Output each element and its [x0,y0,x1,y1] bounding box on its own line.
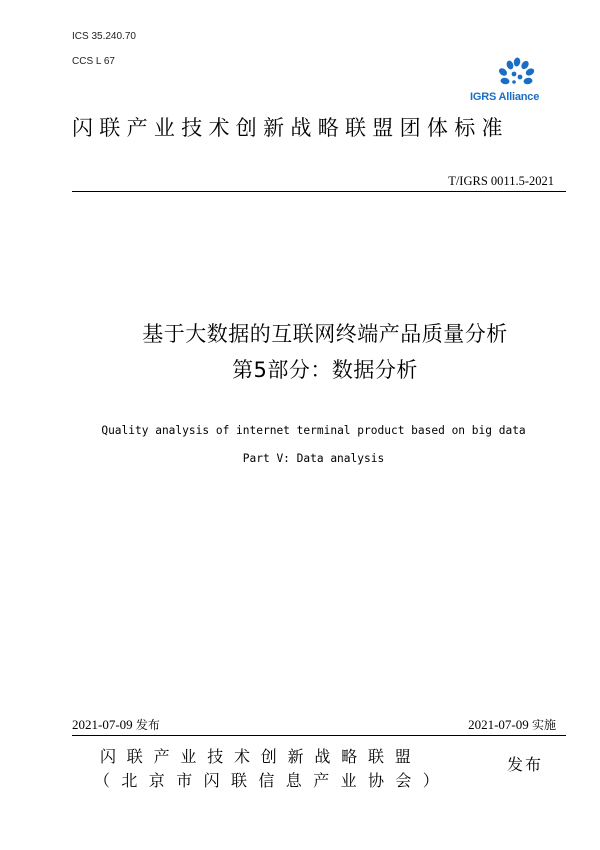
document-title-line2: 第5部分：数据分析 [232,358,418,382]
ics-code: ICS 35.240.70 [72,31,136,42]
org-title: 闪联产业技术创新战略联盟团体标准 [72,116,509,140]
issue-label: 发布 [135,718,160,732]
implement-date-row [468,716,556,733]
implement-date: 2021-07-09 [468,717,529,732]
publisher-name: 闪联产业技术创新战略联盟 [100,747,422,766]
english-title-line1: Quality analysis of internet terminal product based on big data [101,424,526,437]
publish-label: 发布 [507,755,544,774]
footer-divider [72,735,566,736]
document-title-line1: 基于大数据的互联网终端产品质量分析 [142,322,508,346]
implement-label: 实施 [531,718,556,732]
header-divider [72,191,566,192]
english-title-line2: Part V: Data analysis [242,452,385,465]
publisher-subtitle: （北京市闪联信息产业协会） [94,771,451,790]
issue-date: 2021-07-09 [72,717,133,732]
ccs-code: CCS L 67 [72,56,115,67]
logo-text: IGRS Alliance [470,91,540,103]
issue-date-row [72,716,160,733]
standard-number: T/IGRS 0011.5-2021 [448,174,554,188]
